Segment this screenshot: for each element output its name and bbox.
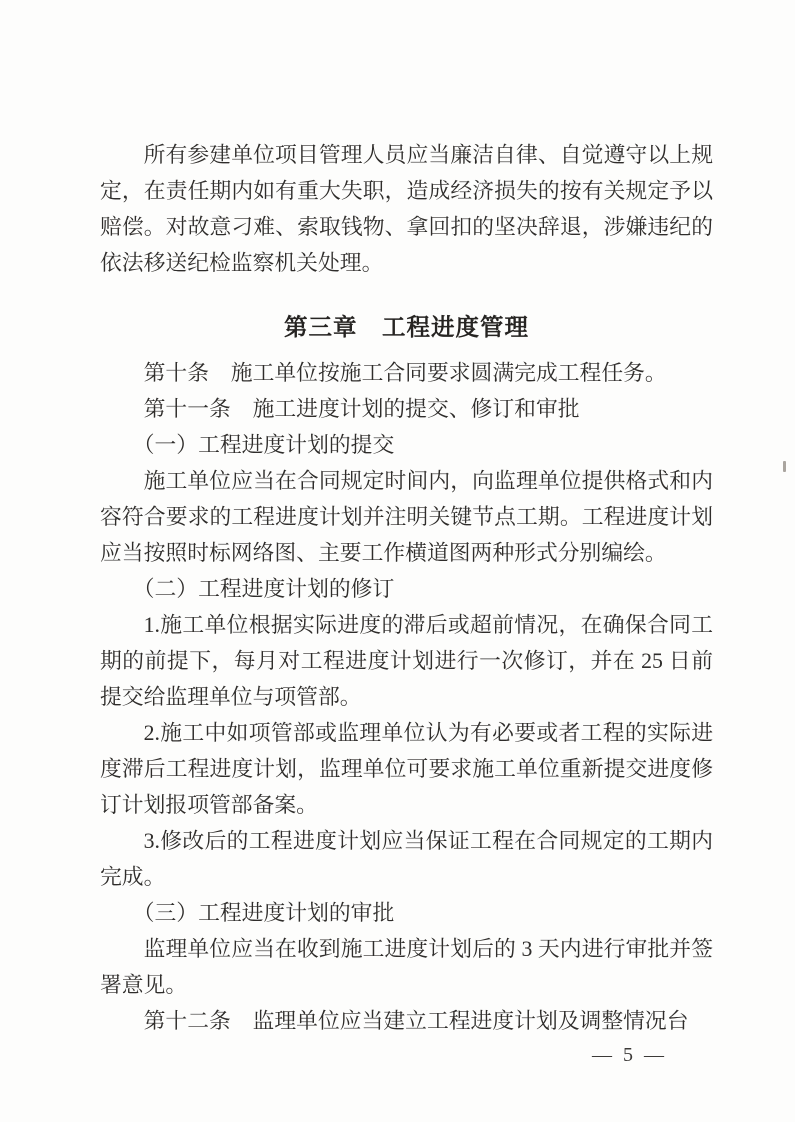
page-number: — 5 — [592, 1044, 667, 1066]
article-line: 第十二条 监理单位应当建立工程进度计划及调整情况台 [143, 1009, 689, 1033]
paragraph-body: 所有参建单位项目管理人员应当廉洁自律、自觉遵守以上规定，在责任期内如有重大失职，造成经济损失的按有关规定予以赔偿。对故意刁难、索取钱物、拿回扣的坚决辞退，涉嫌违纪的依法移送纪检监察机关处理。 [100, 143, 713, 275]
paragraph-body: 施工单位应当在合同规定时间内，向监理单位提供格式和内容符合要求的工程进度计划并注明关键节点工期。工程进度计划应当按照时标网络图、主要工作横道图两种形式分别编绘。 [100, 469, 713, 565]
paragraph-body: 3.修改后的工程进度计划应当保证工程在合同规定的工期内完成。 [100, 829, 713, 889]
clause-heading: （一）工程进度计划的提交 [132, 433, 395, 457]
scan-artifact [783, 461, 786, 472]
article-line: 第十条 施工单位按施工合同要求圆满完成工程任务。 [143, 361, 667, 385]
document-body [100, 137, 713, 1039]
chapter-heading: 第三章 工程进度管理 [284, 314, 529, 340]
article-line: 第十一条 施工进度计划的提交、修订和审批 [143, 397, 580, 421]
clause-heading: （三）工程进度计划的审批 [132, 901, 395, 925]
paragraph-body: 2.施工中如项管部或监理单位认为有必要或者工程的实际进度滞后工程进度计划，监理单位可要求施工单位重新提交进度修订计划报项管部备案。 [100, 721, 713, 817]
paragraph-body: 监理单位应当在收到施工进度计划后的 3 天内进行审批并签署意见。 [100, 937, 713, 997]
paragraph-body: 1.施工单位根据实际进度的滞后或超前情况，在确保合同工期的前提下，每月对工程进度计划进行一次修订，并在 25 日前提交给监理单位与项管部。 [100, 613, 713, 709]
clause-heading: （二）工程进度计划的修订 [132, 577, 395, 601]
